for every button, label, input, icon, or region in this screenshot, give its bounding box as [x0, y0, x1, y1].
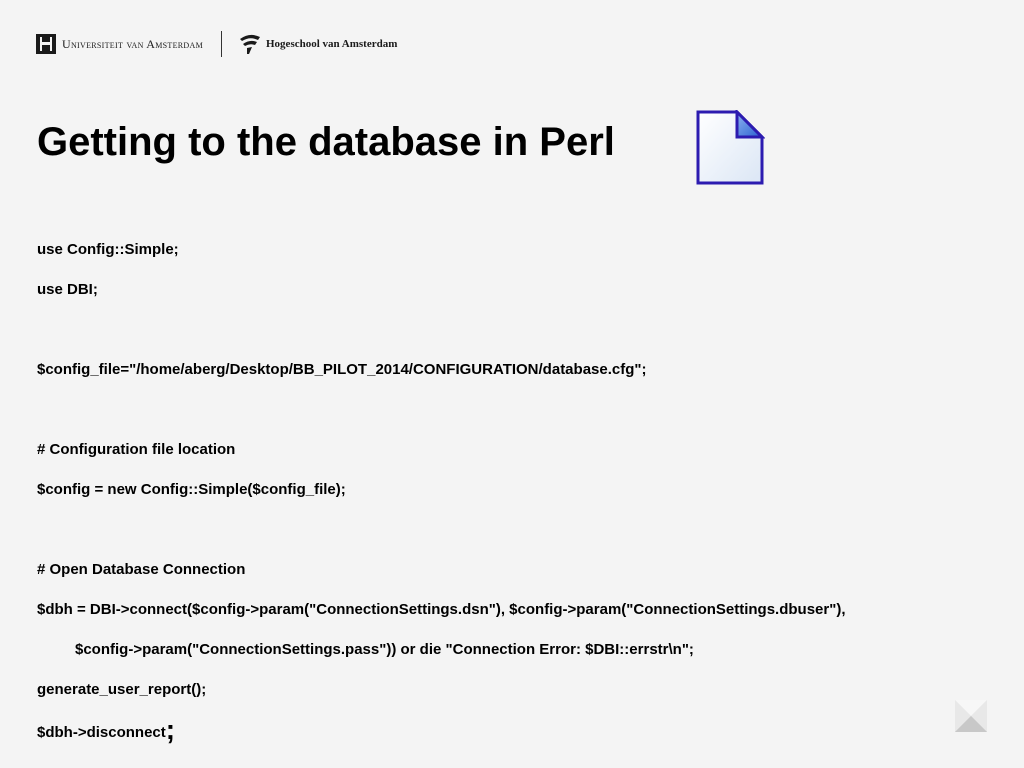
uva-seal-icon — [36, 34, 56, 54]
code-line: $dbh = DBI->connect($config->param("ConnectionSettings.dsn"), $config->param("ConnectionSettings.dbuser"), — [37, 601, 846, 618]
code-comment: # Configuration file location — [37, 441, 236, 458]
slide-nav-icon[interactable] — [955, 700, 987, 732]
slide-title: Getting to the database in Perl — [37, 120, 615, 164]
code-line: generate_user_report(); — [37, 681, 207, 698]
code-line: $config = new Config::Simple($config_file); — [37, 481, 346, 498]
code-comment: # Open Database Connection — [37, 561, 246, 578]
hva-logo-text: Hogeschool van Amsterdam — [266, 38, 398, 50]
code-text: $dbh->disconnect — [37, 724, 166, 741]
code-line: $config->param("ConnectionSettings.pass")) or die "Connection Error: $DBI::errstr\n"; — [75, 641, 694, 658]
code-line — [37, 714, 176, 745]
code-line: $config_file="/home/aberg/Desktop/BB_PILOT_2014/CONFIGURATION/database.cfg"; — [37, 361, 647, 378]
document-icon — [695, 110, 765, 186]
code-line: use DBI; — [37, 281, 98, 298]
uva-logo-text: Universiteit van Amsterdam — [62, 36, 203, 51]
hva-logo-icon — [238, 33, 262, 55]
code-semicolon: ; — [165, 714, 176, 745]
code-line: use Config::Simple; — [37, 241, 179, 258]
header-logos — [36, 30, 397, 58]
logo-divider — [221, 31, 222, 57]
